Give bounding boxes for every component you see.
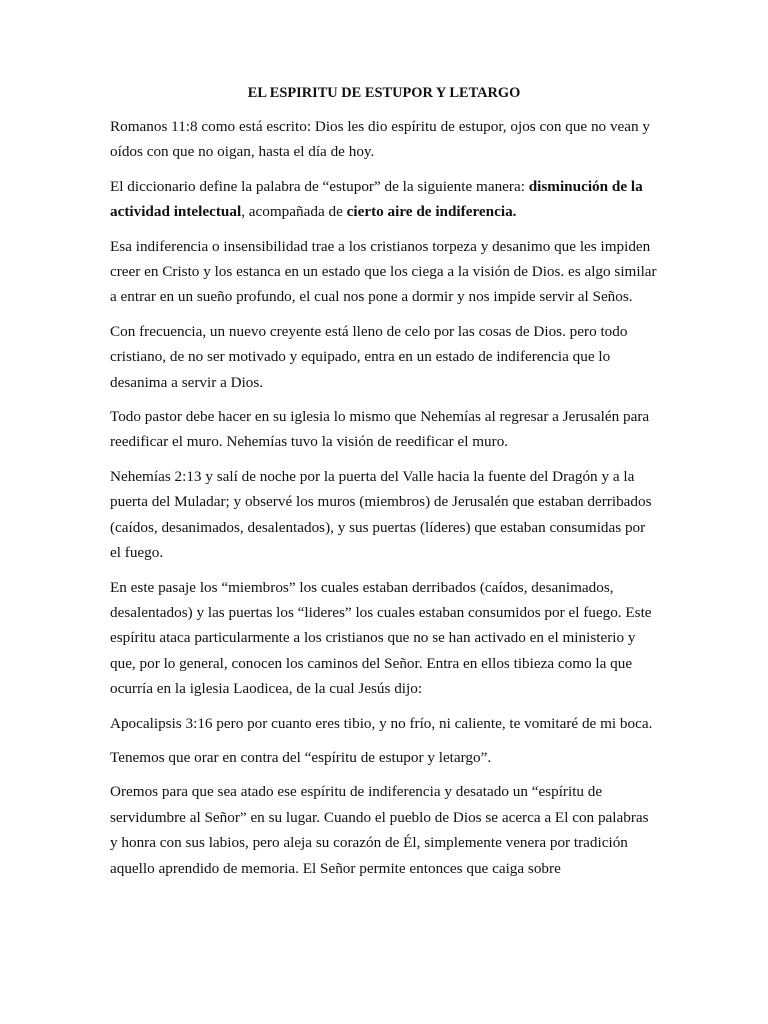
paragraph-diccionario bbox=[110, 174, 658, 225]
paragraph-romanos: Romanos 11:8 como está escrito: Dios les dio espíritu de estupor, ojos con que no vean y oídos con que no oigan, hasta el día de hoy. bbox=[110, 118, 651, 161]
paragraph-frecuencia: Con frecuencia, un nuevo creyente está lleno de celo por las cosas de Dios. pero todo cristiano, de no ser motivado y equipado, entra en un estado de indiferencia que lo desanima a servir a Dios. bbox=[110, 322, 628, 391]
paragraph-pasaje: En este pasaje los “miembros” los cuales estaban derribados (caídos, desanimados, desalentados) y las puertas los “lideres” los cuales estaban consumidos por el fuego. Este espíritu ataca particularmente a los cristianos que no se han activado en el ministerio y que, por lo general, conocen los caminos del Señor. Entra en ellos tibieza como la que ocurría en la iglesia Laodicea, de la cual Jesús dijo: bbox=[110, 578, 652, 698]
paragraph-orar: Tenemos que orar en contra del “espíritu de estupor y letargo”. bbox=[110, 748, 492, 766]
document-body bbox=[110, 84, 658, 890]
paragraph-pastor: Todo pastor debe hacer en su iglesia lo mismo que Nehemías al regresar a Jerusalén para reedificar el muro. Nehemías tuvo la visión de reedificar el muro. bbox=[110, 408, 650, 451]
paragraph-apocalipsis: Apocalipsis 3:16 pero por cuanto eres tibio, y no frío, ni caliente, te vomitaré de mi boca. bbox=[110, 714, 653, 732]
bold-phrase-definition: disminución de la actividad intelectual bbox=[110, 177, 643, 221]
document-title: EL ESPIRITU DE ESTUPOR Y LETARGO bbox=[247, 85, 521, 101]
paragraph-oremos: Oremos para que sea atado ese espíritu de indiferencia y desatado un “espíritu de servidumbre al Señor” en su lugar. Cuando el pueblo de Dios se acerca a El con palabras y honra con sus labios, pero aleja su corazón de Él, simplemente venera por tradición aquello aprendido de memoria. El Señor permite entonces que caiga sobre bbox=[110, 783, 649, 877]
paragraph-nehemias: Nehemías 2:13 y salí de noche por la puerta del Valle hacia la fuente del Dragón y a la puerta del Muladar; y observé los muros (miembros) de Jerusalén que estaban derribados (caídos, desanimados, desalentados), y sus puertas (líderes) que estaban consumidas por el fuego. bbox=[110, 467, 652, 562]
bold-phrase-indiferencia: cierto aire de indiferencia. bbox=[346, 203, 517, 221]
paragraph-text: El diccionario define la palabra de “estupor” de la siguiente manera: bbox=[110, 177, 529, 195]
paragraph-text: , acompañada de bbox=[241, 203, 347, 221]
paragraph-indiferencia: Esa indiferencia o insensibilidad trae a los cristianos torpeza y desanimo que les impiden creer en Cristo y los estanca en un estado que los ciega a la visión de Dios. es algo similar a entrar en un sueño profundo, el cual nos pone a dormir y nos impide servir al Seños. bbox=[110, 237, 657, 306]
